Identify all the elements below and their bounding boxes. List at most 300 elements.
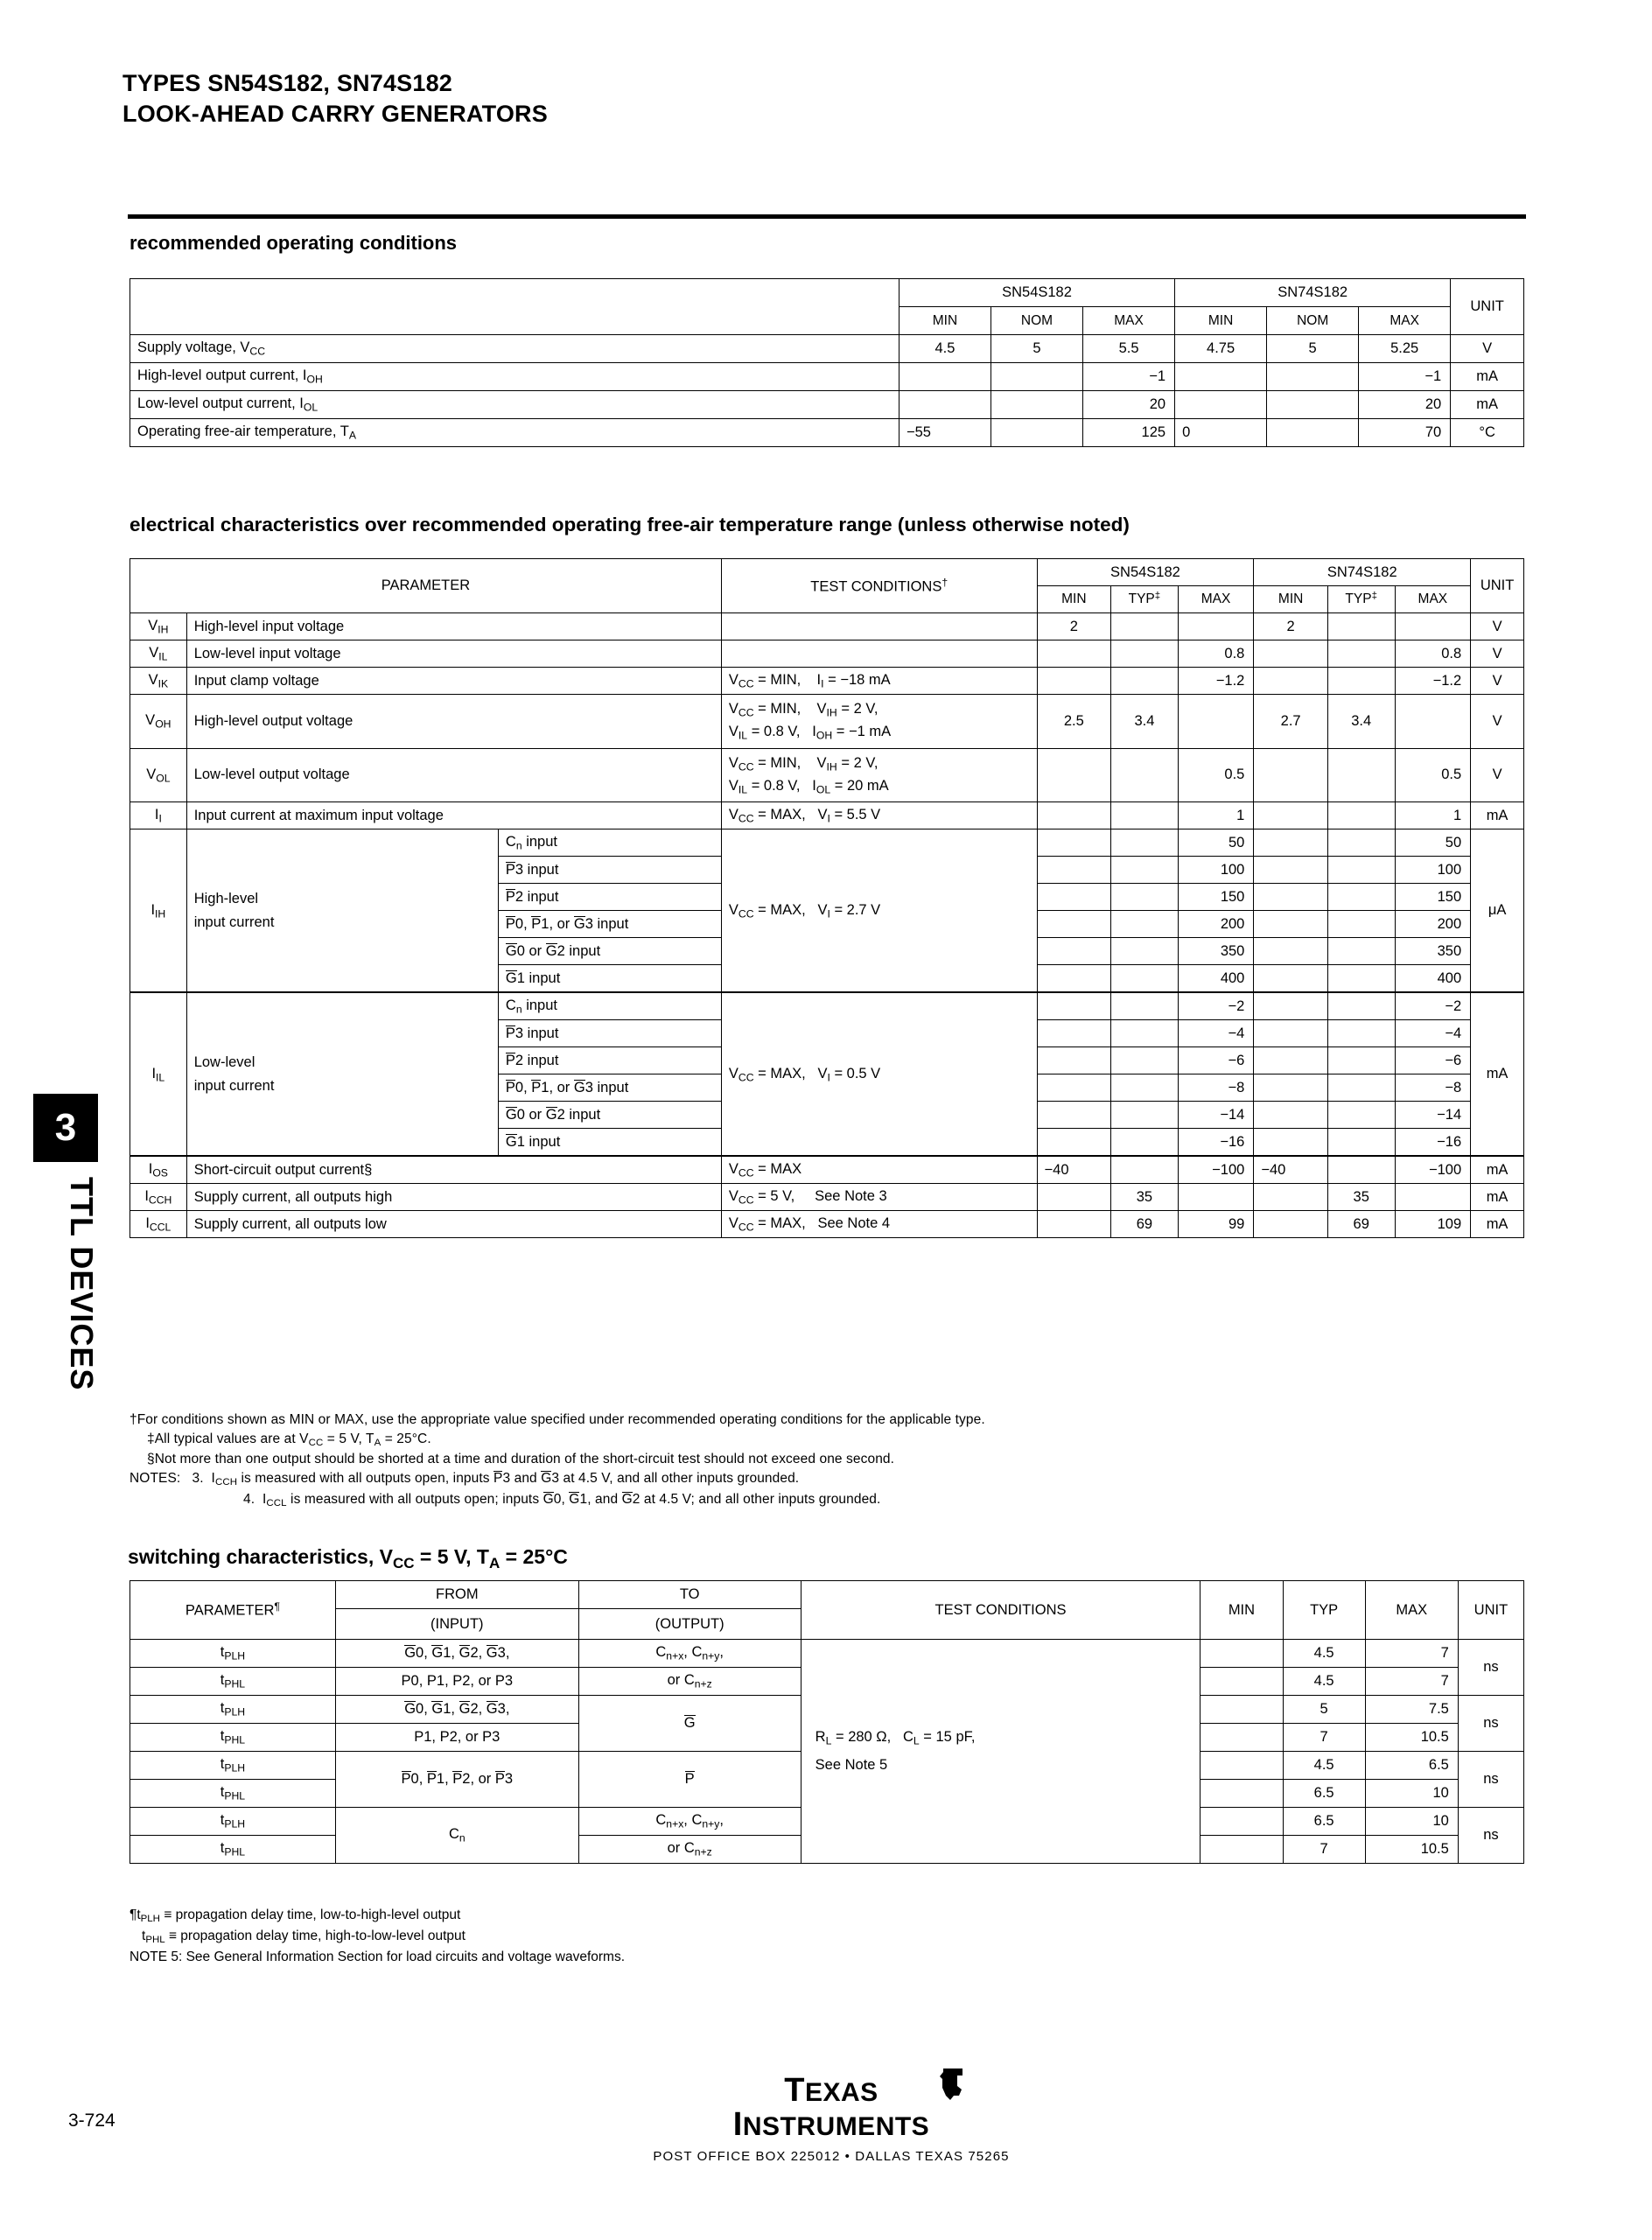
cell-param-tplh	[130, 1808, 336, 1836]
cell-conditions-vik: $V_{CC}$ = MIN, $I_I = -18$ mA	[721, 668, 1037, 695]
cell-min-54	[1037, 857, 1111, 884]
cell-param-tplh	[130, 1752, 336, 1780]
cell-max-54: 100	[1178, 857, 1254, 884]
cell-typ: 7	[1283, 1724, 1365, 1752]
cell-min-74	[1254, 640, 1328, 668]
cell-input-p2: P2 input	[498, 1047, 721, 1074]
cell-min-74: 0	[1175, 419, 1267, 447]
cell-max-54: 20	[1083, 391, 1175, 419]
cell-typ-54: 35	[1111, 1184, 1179, 1211]
header-divider	[128, 214, 1526, 219]
cell-max-74: 70	[1359, 419, 1451, 447]
cell-min-74	[1254, 830, 1328, 857]
note-sub-a: A	[374, 1438, 382, 1449]
cell-max-74: −8	[1395, 1074, 1471, 1102]
cell-typ-74	[1327, 748, 1395, 802]
cell-param-tphl	[130, 1780, 336, 1808]
cell-from-line2: P1, P2, or P3	[335, 1724, 578, 1752]
table-electrical-characteristics	[130, 558, 1524, 1238]
cell-unit: mA	[1471, 1184, 1524, 1211]
cell-typ-74	[1327, 884, 1395, 911]
cell-typ-54	[1111, 938, 1179, 965]
cell-max-54: 150	[1178, 884, 1254, 911]
cell-nom-54	[990, 391, 1082, 419]
symbol-text: V	[149, 644, 159, 661]
ti-logo-nstruments: NSTRUMENTS	[742, 2112, 930, 2141]
cell-to-line1: $C_{n+x}$, $C_{n+y}$,	[578, 1640, 801, 1668]
symbol-text: I	[145, 1215, 150, 1232]
footnote-note5: NOTE 5: See General Information Section for load circuits and voltage waveforms.	[130, 1949, 626, 1964]
cell-max-74: −1.2	[1395, 668, 1471, 695]
subheader-max-54: MAX	[1178, 586, 1254, 613]
cell-max-54: 125	[1083, 419, 1175, 447]
note-symbol: I	[211, 1471, 215, 1487]
cell-typ-74	[1327, 830, 1395, 857]
cell-desc-iil	[186, 992, 498, 1156]
cell-param-tplh	[130, 1696, 336, 1724]
symbol-sub: CCL	[149, 1221, 172, 1234]
subheader-min-54: MIN	[899, 307, 990, 335]
cell-unit: ns	[1458, 1696, 1523, 1752]
page-number: 3-724	[68, 2110, 116, 2131]
cell-desc-iih	[186, 830, 498, 993]
cell-param-tphl	[130, 1668, 336, 1696]
symbol-sub: IL	[156, 1070, 165, 1083]
chapter-tab: 3	[33, 1094, 98, 1162]
cell-min-54	[899, 363, 990, 391]
symbol-text: I	[154, 807, 159, 823]
cell-max-54: 400	[1178, 965, 1254, 993]
cell-unit: V	[1471, 613, 1524, 640]
symbol-sub: OS	[152, 1166, 168, 1180]
row-label-sub: OL	[303, 401, 318, 414]
cell-typ-74	[1327, 1047, 1395, 1074]
note-4-text: is measured with all outputs open; inputs G0, G1, and G2 at 4.5 V; and all other inputs grounded.	[286, 1491, 881, 1507]
cell-max-54: 200	[1178, 911, 1254, 938]
cell-unit: mA	[1471, 1156, 1524, 1184]
subheader-max-74: MAX	[1359, 307, 1451, 335]
cell-unit: °C	[1451, 419, 1524, 447]
param-sub: PLH	[224, 1817, 246, 1830]
row-label-text: High-level output current, I	[137, 368, 307, 384]
cell-max: 7.5	[1365, 1696, 1458, 1724]
cell-symbol-iil	[130, 992, 187, 1156]
cell-max-74: 400	[1395, 965, 1471, 993]
cell-max-74: 0.5	[1395, 748, 1471, 802]
cell-symbol-vik	[130, 668, 187, 695]
header-group-sn74s182: SN74S182	[1175, 279, 1451, 307]
param-sub: PHL	[224, 1677, 246, 1690]
cell-max-74: 350	[1395, 938, 1471, 965]
cell-input-cn: $C_n$ input	[498, 992, 721, 1020]
row-label-text: Supply voltage, V	[137, 340, 250, 356]
subheader-input: (INPUT)	[335, 1609, 578, 1640]
cell-max-74: −6	[1395, 1047, 1471, 1074]
param-text: t	[220, 1840, 225, 1857]
cell-min	[1200, 1780, 1283, 1808]
ti-logo-t: T	[784, 2072, 805, 2109]
cell-max-54: −4	[1178, 1020, 1254, 1047]
desc-line1: High-level	[193, 891, 259, 907]
cell-unit: μA	[1471, 830, 1524, 993]
cell-typ-54	[1111, 1156, 1179, 1184]
cell-desc-vil: Low-level input voltage	[186, 640, 721, 668]
cell-max-74: −100	[1395, 1156, 1471, 1184]
cell-max-54: −6	[1178, 1047, 1254, 1074]
param-sub: PLH	[224, 1649, 246, 1662]
table-row	[130, 802, 1524, 830]
cell-typ-74	[1327, 911, 1395, 938]
cell-max-54: 50	[1178, 830, 1254, 857]
cell-typ-74	[1327, 802, 1395, 830]
note-4	[130, 1490, 1547, 1510]
cell-input-cn: $C_n$ input	[498, 830, 721, 857]
cell-unit: V	[1451, 335, 1524, 363]
cell-max-74: 109	[1395, 1211, 1471, 1238]
cell-symbol-icch	[130, 1184, 187, 1211]
cell-typ-54	[1111, 965, 1179, 993]
cell-max-74: 50	[1395, 830, 1471, 857]
page-title-line2: LOOK-AHEAD CARRY GENERATORS	[122, 100, 548, 127]
header-min: MIN	[1200, 1581, 1283, 1640]
cell-conditions-voh: $V_{CC}$ = MIN, $V_{IH} = 2$ V, $V_{IL} = 0.8$ V, $I_{OH} = -1$ mA	[721, 695, 1037, 749]
cell-typ: 4.5	[1283, 1752, 1365, 1780]
cell-max: 10.5	[1365, 1724, 1458, 1752]
cell-typ-54	[1111, 992, 1179, 1020]
table-row-header	[130, 279, 1524, 307]
header-group-sn74s182: SN74S182	[1254, 559, 1471, 586]
cell-min-74	[1254, 911, 1328, 938]
page-title	[122, 68, 548, 129]
note-section-sign: §Not more than one output should be shorted at a time and duration of the short-circuit test should not exceed one second.	[147, 1452, 895, 1467]
chapter-label: TTL DEVICES	[64, 1177, 100, 1391]
symbol-sub: IH	[158, 623, 169, 636]
cell-typ: 6.5	[1283, 1808, 1365, 1836]
symbol-text: V	[146, 766, 157, 782]
cell-input-p0-p1-g3: P0, P1, or G3 input	[498, 911, 721, 938]
table-row	[130, 1211, 1524, 1238]
header-unit: UNIT	[1458, 1581, 1523, 1640]
cell-min-54: 4.5	[899, 335, 990, 363]
cell-desc-ii: Input current at maximum input voltage	[186, 802, 721, 830]
cell-min-74: 4.75	[1175, 335, 1267, 363]
param-text: t	[220, 1756, 225, 1773]
row-label-high-level-output-current	[130, 363, 900, 391]
cell-typ-54: 3.4	[1111, 695, 1179, 749]
sw-title-sub-a: A	[488, 1554, 500, 1572]
cell-min-74	[1254, 992, 1328, 1020]
cell-min-54	[1037, 1074, 1111, 1102]
cell-nom-54	[990, 363, 1082, 391]
cell-nom-54: 5	[990, 335, 1082, 363]
note-number: 3.	[192, 1471, 204, 1487]
note-symbol-sub: CCL	[266, 1498, 287, 1509]
param-text: t	[220, 1784, 225, 1801]
cell-min-74: −40	[1254, 1156, 1328, 1184]
symbol-text: I	[144, 1188, 149, 1205]
row-label-operating-free-air-temperature	[130, 419, 900, 447]
cell-min-74	[1254, 802, 1328, 830]
cell-from-line1: G0, G1, G2, G3,	[335, 1696, 578, 1724]
cell-typ-54	[1111, 857, 1179, 884]
cell-conditions-vih	[721, 613, 1037, 640]
footnote-pre: t	[142, 1928, 146, 1943]
table-row	[130, 1640, 1524, 1668]
cell-min-54	[899, 391, 990, 419]
cell-max-54: −14	[1178, 1102, 1254, 1129]
cell-to-line2: or $C_{n+z}$	[578, 1668, 801, 1696]
cell-desc-voh: High-level output voltage	[186, 695, 721, 749]
cell-typ-54	[1111, 613, 1179, 640]
table-row	[130, 830, 1524, 857]
table-row	[130, 992, 1524, 1020]
symbol-text: I	[151, 1065, 157, 1082]
cell-input-p0-p1-g3: P0, P1, or G3 input	[498, 1074, 721, 1102]
cell-max-54	[1178, 695, 1254, 749]
param-sub: PHL	[224, 1733, 246, 1746]
cell-symbol-vil	[130, 640, 187, 668]
ti-logo-i: I	[732, 2106, 743, 2143]
cell-min-74	[1254, 1047, 1328, 1074]
cell-min	[1200, 1696, 1283, 1724]
subheader-nom-74: NOM	[1267, 307, 1359, 335]
cell-unit: mA	[1451, 391, 1524, 419]
subheader-dbldagger: ‡	[1371, 591, 1377, 602]
cell-max-74: −1	[1359, 363, 1451, 391]
cell-min-54	[1037, 938, 1111, 965]
cell-min-74	[1254, 1129, 1328, 1157]
cell-min-54	[1037, 830, 1111, 857]
cell-max-54: −100	[1178, 1156, 1254, 1184]
cell-max: 7	[1365, 1640, 1458, 1668]
cell-unit: mA	[1451, 363, 1524, 391]
test-conditions-note: See Note 5	[815, 1756, 888, 1773]
desc-line2: input current	[193, 1077, 275, 1094]
cell-min-74	[1175, 363, 1267, 391]
cell-typ-74	[1327, 1020, 1395, 1047]
subheader-typ-74	[1327, 586, 1395, 613]
cell-symbol-vol	[130, 748, 187, 802]
symbol-text: V	[148, 671, 158, 688]
cell-desc-ios: Short-circuit output current§	[186, 1156, 721, 1184]
footnote-sub: PLH	[140, 1914, 160, 1925]
cell-typ-54	[1111, 1129, 1179, 1157]
cell-typ-74: 35	[1327, 1184, 1395, 1211]
footnote-text: ≡ propagation delay time, high-to-low-level output	[164, 1928, 466, 1943]
cell-to: P	[578, 1752, 801, 1808]
param-text: t	[220, 1812, 225, 1829]
cell-max-74: 200	[1395, 911, 1471, 938]
cell-typ-54	[1111, 1074, 1179, 1102]
table-row	[130, 1156, 1524, 1184]
cell-min-54	[1037, 748, 1111, 802]
cell-min	[1200, 1668, 1283, 1696]
cell-param-tphl	[130, 1724, 336, 1752]
table-recommended-operating-conditions	[130, 278, 1524, 447]
cell-unit: ns	[1458, 1808, 1523, 1864]
symbol-text: I	[148, 1161, 153, 1178]
cell-typ-74	[1327, 613, 1395, 640]
cell-input-g0-g2: G0 or G2 input	[498, 1102, 721, 1129]
cell-max-54: −1	[1083, 363, 1175, 391]
cell-min-74	[1254, 1074, 1328, 1102]
cell-desc-iccl: Supply current, all outputs low	[186, 1211, 721, 1238]
header-unit: UNIT	[1451, 279, 1524, 335]
table-row	[130, 1184, 1524, 1211]
cell-unit: mA	[1471, 1211, 1524, 1238]
cell-min-74	[1175, 391, 1267, 419]
table-row	[130, 668, 1524, 695]
cell-input-g1: G1 input	[498, 965, 721, 993]
cell-typ-74	[1327, 1156, 1395, 1184]
param-sub: PLH	[224, 1705, 246, 1718]
subheader-output: (OUTPUT)	[578, 1609, 801, 1640]
cell-desc-vik: Input clamp voltage	[186, 668, 721, 695]
cell-test-conditions: $R_L = 280$ Ω, $C_L = 15$ pF, See Note 5	[801, 1640, 1200, 1864]
cell-param-tphl	[130, 1836, 336, 1864]
row-label-text: Low-level output current, I	[137, 396, 304, 412]
cell-input-g0-g2: G0 or G2 input	[498, 938, 721, 965]
param-text: t	[220, 1700, 225, 1717]
cell-typ-54	[1111, 668, 1179, 695]
cell-min-74	[1254, 1211, 1328, 1238]
cell-typ-74	[1327, 938, 1395, 965]
cell-max-74: 5.25	[1359, 335, 1451, 363]
footnote-sub: PHL	[145, 1935, 165, 1946]
cell-nom-74	[1267, 391, 1359, 419]
cell-max-74: 150	[1395, 884, 1471, 911]
table-row	[130, 613, 1524, 640]
cell-conditions-icch: $V_{CC} = 5$ V, See Note 3	[721, 1184, 1037, 1211]
sw-title-pre: switching characteristics, V	[128, 1545, 393, 1568]
cell-input-g1: G1 input	[498, 1129, 721, 1157]
header-test-conditions	[721, 559, 1037, 613]
cell-min-74	[1254, 748, 1328, 802]
desc-line1: Low-level	[193, 1054, 256, 1071]
cell-max-54: 0.5	[1178, 748, 1254, 802]
cell-param-tplh	[130, 1640, 336, 1668]
cell-to-line1: $C_{n+x}$, $C_{n+y}$,	[578, 1808, 801, 1836]
row-label-text: Operating free-air temperature, T	[137, 424, 349, 440]
cell-typ-54	[1111, 1020, 1179, 1047]
cell-max-74: −4	[1395, 1020, 1471, 1047]
note-dagger: †For conditions shown as MIN or MAX, use the appropriate value specified under recommended operating conditions for the applicable type.	[130, 1412, 985, 1427]
cell-max-74: 0.8	[1395, 640, 1471, 668]
cell-min-54	[1037, 992, 1111, 1020]
cell-nom-74	[1267, 419, 1359, 447]
cell-typ-54	[1111, 1102, 1179, 1129]
note-sub-cc: CC	[308, 1438, 324, 1449]
cell-nom-74	[1267, 363, 1359, 391]
param-text: t	[220, 1644, 225, 1661]
cell-from-line2: P0, P1, P2, or P3	[335, 1668, 578, 1696]
table-row	[130, 640, 1524, 668]
cell-symbol-iccl	[130, 1211, 187, 1238]
cell-min-54	[1037, 1129, 1111, 1157]
cell-max-54: −1.2	[1178, 668, 1254, 695]
cell-min-54	[1037, 1184, 1111, 1211]
cell-max-74	[1395, 1184, 1471, 1211]
cell-typ-54	[1111, 911, 1179, 938]
note-number: 4.	[243, 1491, 256, 1507]
cell-min-54	[1037, 802, 1111, 830]
header-test-conditions: TEST CONDITIONS	[801, 1581, 1200, 1640]
texas-outline-icon	[938, 2067, 968, 2102]
cell-input-p2: P2 input	[498, 884, 721, 911]
symbol-sub: CCH	[148, 1194, 172, 1207]
ti-logo-exas: EXAS	[805, 2078, 878, 2107]
cell-input-p3: P3 input	[498, 1020, 721, 1047]
cell-unit: ns	[1458, 1752, 1523, 1808]
cell-min-54	[1037, 1020, 1111, 1047]
footnote-text: ≡ propagation delay time, low-to-high-level output	[159, 1908, 461, 1922]
cell-unit: V	[1471, 640, 1524, 668]
param-sub: PHL	[224, 1845, 246, 1858]
cell-typ-74	[1327, 1129, 1395, 1157]
cell-typ-74	[1327, 992, 1395, 1020]
cell-typ-54	[1111, 1047, 1179, 1074]
header-test-conditions-text: TEST CONDITIONS	[810, 578, 942, 595]
cell-min	[1200, 1752, 1283, 1780]
symbol-sub: IK	[158, 677, 169, 690]
cell-max-54: −16	[1178, 1129, 1254, 1157]
cell-max-74: −14	[1395, 1102, 1471, 1129]
cell-min-74: 2.7	[1254, 695, 1328, 749]
switching-footnotes	[130, 1906, 625, 1967]
notes-label: NOTES:	[130, 1471, 181, 1487]
cell-min	[1200, 1724, 1283, 1752]
note-text-pre: ‡All typical values are at V	[147, 1432, 309, 1446]
cell-to: G	[578, 1696, 801, 1752]
cell-symbol-ii	[130, 802, 187, 830]
cell-min-54	[1037, 965, 1111, 993]
cell-conditions-iih: $V_{CC}$ = MAX, $V_I = 2.7$ V	[721, 830, 1037, 993]
cell-conditions-ios: $V_{CC}$ = MAX	[721, 1156, 1037, 1184]
subheader-max-74: MAX	[1395, 586, 1471, 613]
cell-max: 10.5	[1365, 1836, 1458, 1864]
cell-typ-54	[1111, 830, 1179, 857]
header-parameter: PARAMETER	[130, 559, 722, 613]
cell-min-54: 2.5	[1037, 695, 1111, 749]
symbol-text: I	[150, 901, 156, 918]
cell-min-54: −55	[899, 419, 990, 447]
cell-typ-54	[1111, 640, 1179, 668]
cell-typ-54: 69	[1111, 1211, 1179, 1238]
cell-to-line2: or $C_{n+z}$	[578, 1836, 801, 1864]
cell-typ-74	[1327, 668, 1395, 695]
note-double-dagger	[130, 1430, 1547, 1450]
cell-unit: ns	[1458, 1640, 1523, 1696]
table-row-header	[130, 1581, 1524, 1609]
subheader-typ-text: TYP	[1128, 592, 1155, 607]
cell-min-54	[1037, 640, 1111, 668]
subheader-typ-text: TYP	[1345, 592, 1372, 607]
cell-min-54	[1037, 911, 1111, 938]
cell-typ: 4.5	[1283, 1640, 1365, 1668]
cell-typ: 6.5	[1283, 1780, 1365, 1808]
section-title-electrical-characteristics: electrical characteristics over recommended operating free-air temperature range (unless otherwise noted)	[130, 514, 1130, 536]
ti-address: POST OFFICE BOX 225012 • DALLAS TEXAS 75265	[653, 2149, 1010, 2164]
section-title-switching-characteristics	[128, 1545, 568, 1572]
cell-typ: 4.5	[1283, 1668, 1365, 1696]
sw-title-post: = 25°C	[500, 1545, 568, 1568]
cell-conditions-vil	[721, 640, 1037, 668]
param-text: t	[220, 1672, 225, 1689]
cell-max-74: 100	[1395, 857, 1471, 884]
cell-max-74: 1	[1395, 802, 1471, 830]
row-label-sub: A	[348, 429, 356, 442]
cell-max: 7	[1365, 1668, 1458, 1696]
